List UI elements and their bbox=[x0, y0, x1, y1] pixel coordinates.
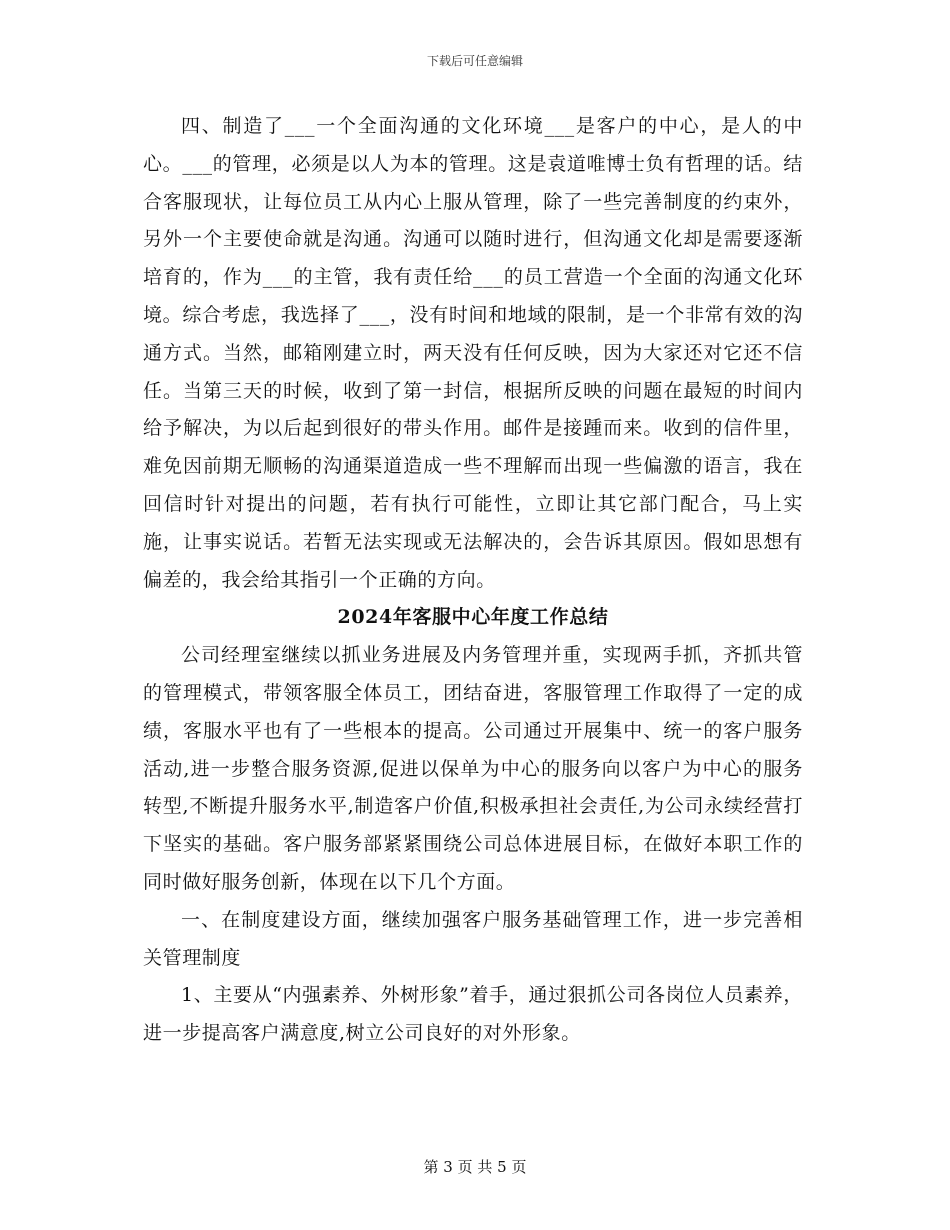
page-header-note: 下载后可任意编辑 bbox=[426, 54, 523, 68]
paragraph-communication-culture: 四、制造了___一个全面沟通的文化环境___是客户的中心，是人的中心。___的管理，必须是以人为本的管理。这是袁道唯博士负有哲理的话。结合客服现状，让每位员工从内心上服从管理，除了一些完善制度的约束外，另外一个主要使命就是沟通。沟通可以随时进行，但沟通文化却是需要逐渐培育的，作为___的主管，我有责任给___的员工营造一个全面的沟通文化环境。综合考虑，我选择了___，没有时间和地域的限制，是一个非常有效的沟通方式。当然，邮箱刚建立时，两天没有任何反映，因为大家还对它还不信任。当第三天的时候，收到了第一封信，根据所反映的问题在最短的时间内给予解决，为以后起到很好的带头作用。邮件是接踵而来。收到的信件里，难免因前期无顺畅的沟通渠道造成一些不理解而出现一些偏激的语言，我在回信时针对提出的问题，若有执行可能性，立即让其它部门配合，马上实施，让事实说话。若暂无法实现或无法解决的，会告诉其原因。假如思想有偏差的，我会给其指引一个正确的方向。 bbox=[143, 115, 803, 591]
paragraph-summary-intro: 公司经理室继续以抓业务进展及内务管理并重，实现两手抓，齐抓共管的管理模式，带领客服全体员工，团结奋进，客服管理工作取得了一定的成绩，客服水平也有了一些根本的提高。公司通过开展集中、统一的客户服务活动,进一步整合服务资源,促进以保单为中心的服务向以客户为中心的服务转型,不断提升服务水平,制造客户价值,积极承担社会责任,为公司永续经营打下坚实的基础。客户服务部紧紧围绕公司总体进展目标，在做好本职工作的同时做好服务创新，体现在以下几个方面。 bbox=[143, 644, 803, 893]
document-body bbox=[143, 108, 803, 1053]
page-number: 第 3 页 共 5 页 bbox=[423, 1158, 527, 1176]
section-title: 2024年客服中心年度工作总结 bbox=[337, 606, 609, 629]
paragraph-quality-image: 1、主要从“内强素养、外树形象”着手，通过狠抓公司各岗位人员素养，进一步提高客户满意度,树立公司良好的对外形象。 bbox=[143, 984, 803, 1045]
paragraph-system-building: 一、在制度建设方面，继续加强客户服务基础管理工作，进一步完善相关管理制度 bbox=[143, 908, 803, 969]
